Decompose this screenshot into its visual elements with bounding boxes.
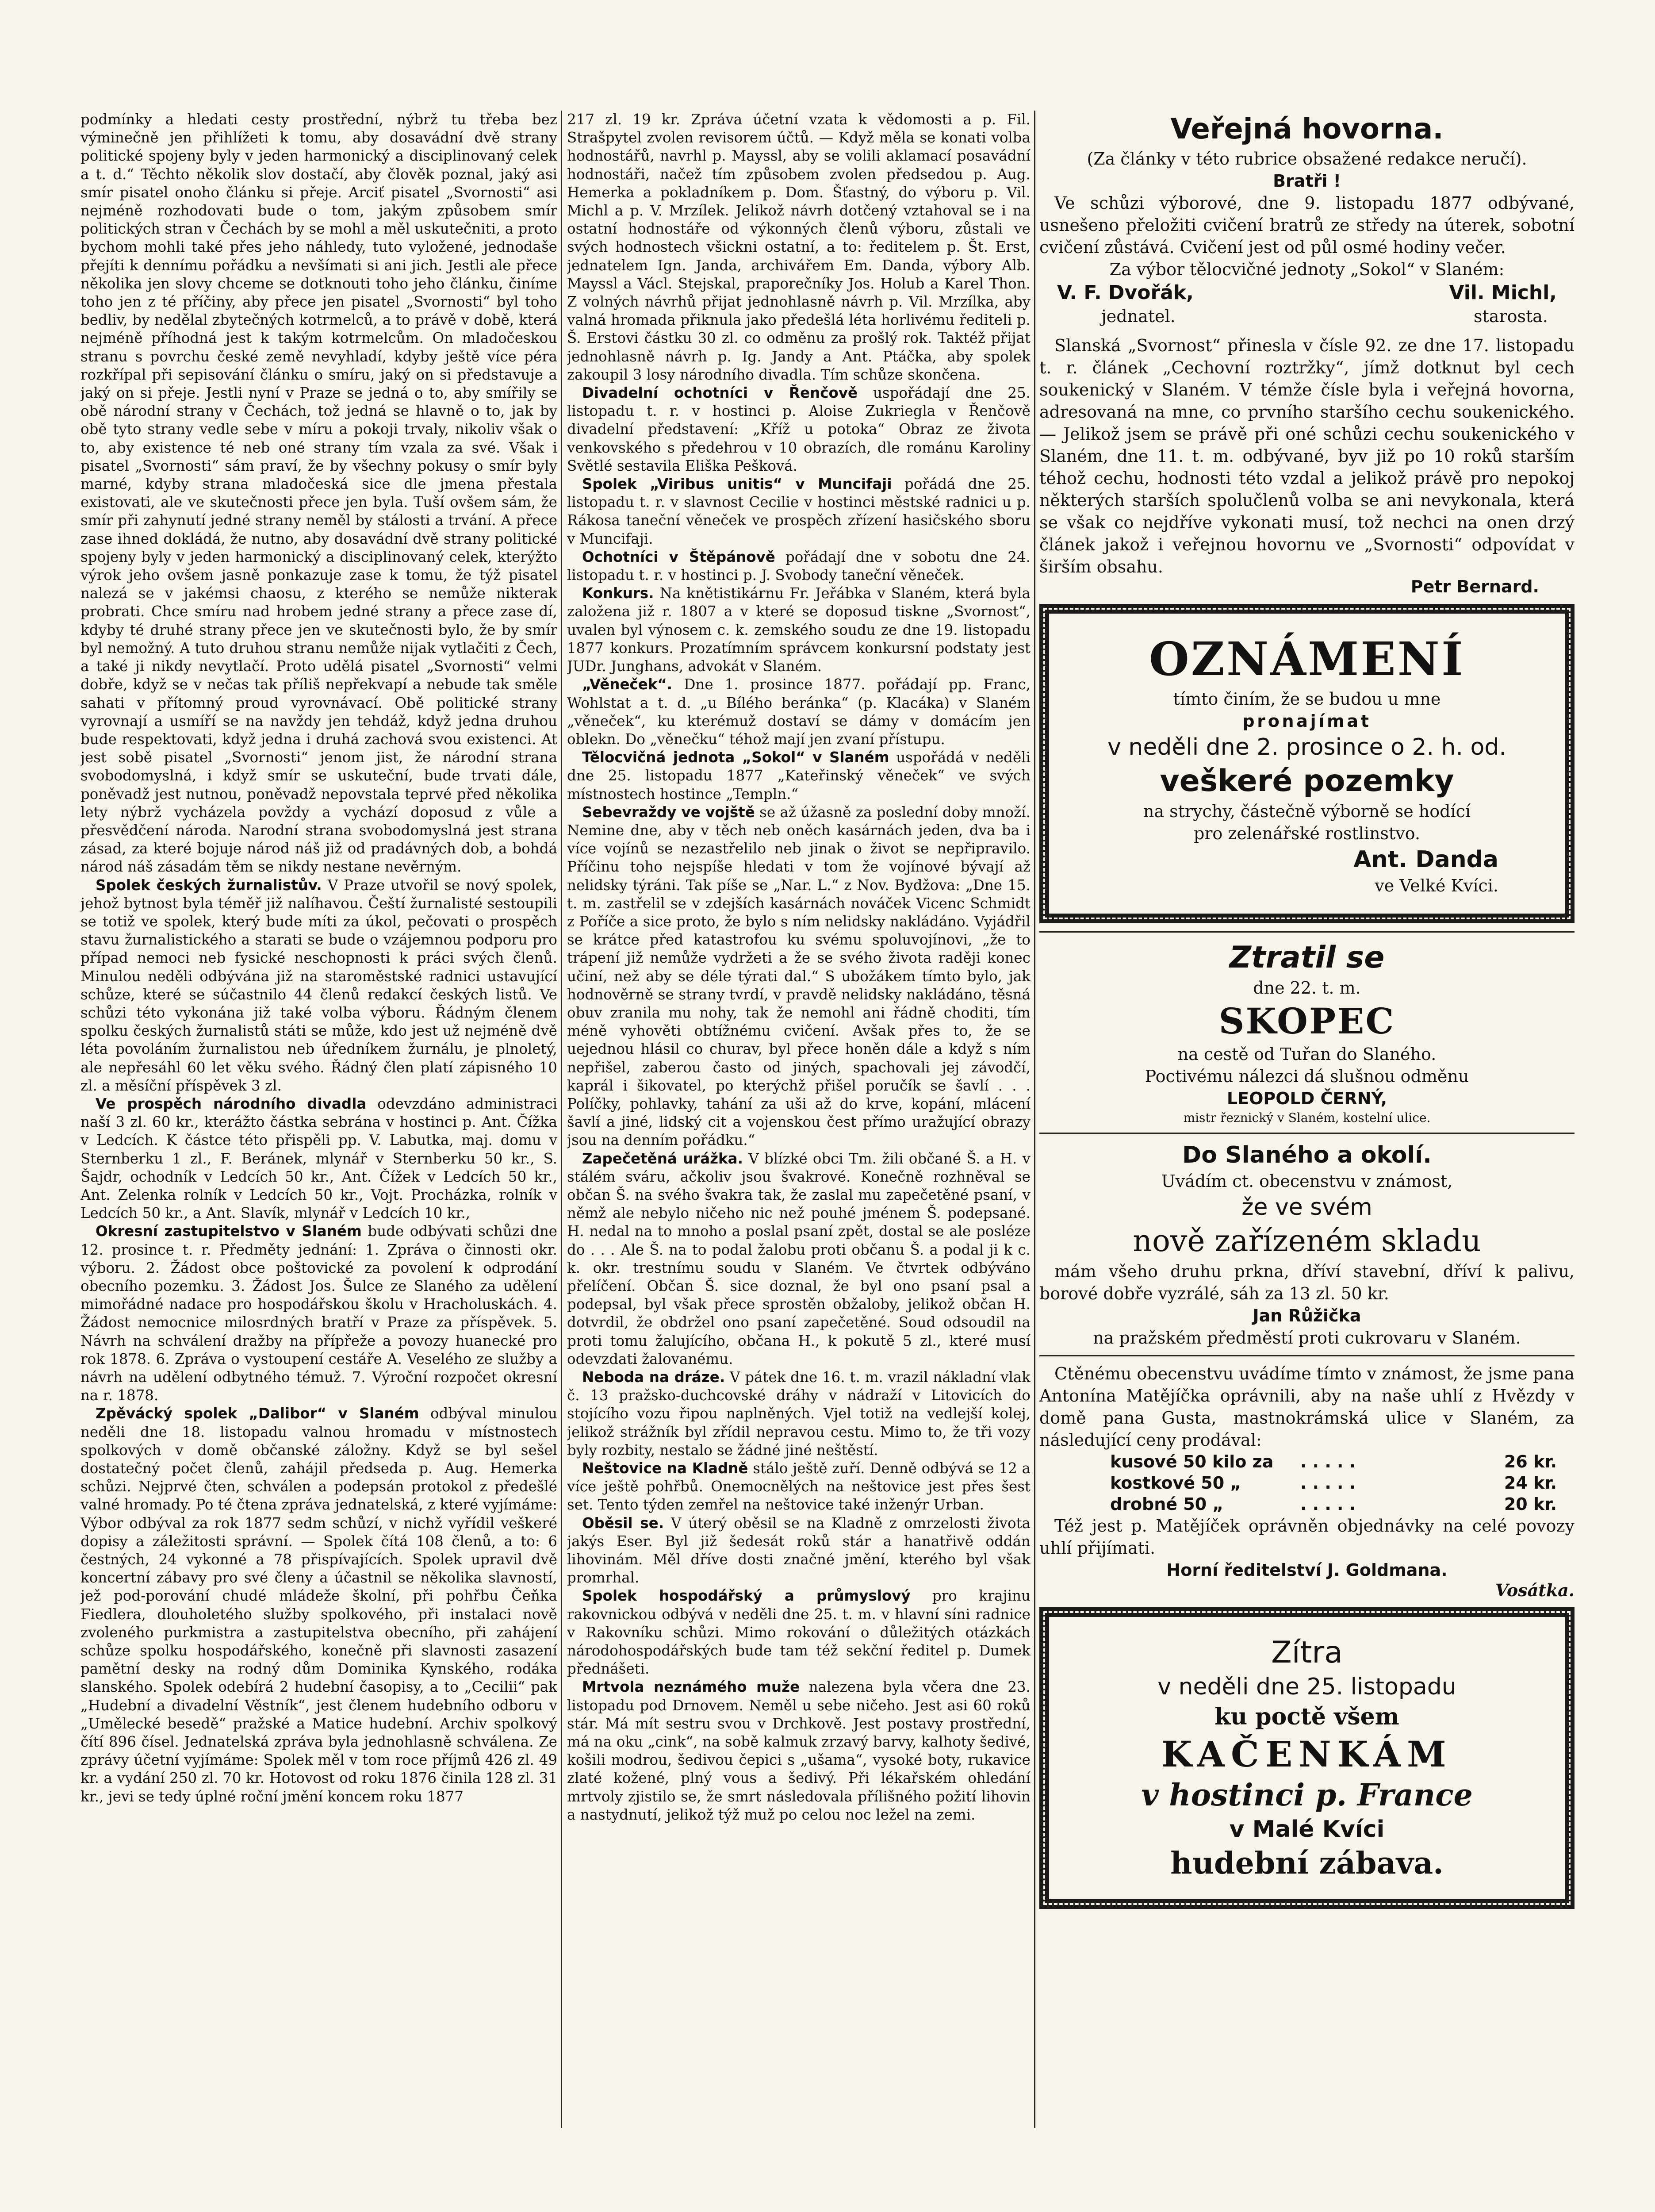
news-item	[567, 1514, 1031, 1587]
bernard-signature: Petr Bernard.	[1410, 577, 1539, 596]
hovorna-salutation: Bratři !	[1273, 171, 1341, 191]
news-heading: Oběsil se.	[582, 1514, 664, 1532]
signature-name: Vil. Michl,	[1449, 281, 1557, 304]
ad-title: Ztratil se	[1229, 940, 1385, 975]
ad-line: na cestě od Tuřan do Slaného.	[1177, 1045, 1437, 1064]
news-item	[567, 1459, 1031, 1514]
ad-line: KAČENKÁM	[1161, 1733, 1453, 1775]
news-heading: Divadelní ochotníci v Řenčově	[582, 384, 858, 402]
signature-role: starosta.	[1474, 307, 1548, 326]
news-item	[567, 803, 1031, 1150]
ad-goldmann	[1039, 1363, 1575, 1599]
news-text: V úterý oběsil se na Kladně z omrzelosti života jakýs Eser. Byl již šedesát roků stár a hanatřivě oddán lihovinám. Měl dříve dosti značné jmění, kterého byl však promrhal.	[567, 1514, 1031, 1586]
news-heading: Sebevraždy ve vojště	[582, 803, 755, 821]
news-heading: Neštovice na Kladně	[582, 1460, 748, 1477]
ad-line: na pražském předměstí proti cukrovaru v Slaném.	[1093, 1328, 1521, 1348]
ad-line: v hostinci p. France	[1141, 1778, 1473, 1813]
hovorna-text: Ve schůzi výborové, dne 9. listopadu 1877 odbývané, usnešeno přeložiti cvičení bratrů ze středy na úterek, sobotní cvičení zůstává. Cvičení jest od půl osmé hodiny večer.	[1039, 193, 1575, 257]
article-smir: podmínky a hledati cesty prostřední, nýbrž tu třeba bez výminečně jen přihlížeti k tomu, aby dosavádní dvě strany politické spojeny byly v jeden harmonický a disciplinovaný celek a t. d.“ Těchto několik slov dostačí, aby člověk poznal, jaký asi smír pisatel onoho článku si přeje. Arciť pisatel „Svornosti“ asi nejméně rozhodovati bude o tom, jakým způsobem smír politických stran v Čechách by se mohl a měl uskutečniti, a proto bychom mohli také přes jeho náhledy, tuto vyložené, jednodaše přejíti k dennímu pořádku a nevšímati si ani jich. Jestli ale přece několika jen slovy chceme se dotknouti toho jeho článku, činíme toho jen z té příčiny, aby přece jen pisatel „Svornosti“ byl toho bedliv, by nedělal zbytečných kotrmelců, a to právě v době, která nejméně příhodná jest k takým kotrmelcům. On mladočeskou stranu s povrchu české země nevyhladí, kdyby ještě více péra rozkřípal při sepisování článku o smíru, jaký on si představuje a jaký on si přeje. Jestli nyní v Praze se jedná o to, aby smířily se obě národní strany v Čechách, tož jedná se hlavně o to, jak by obě tyto strany vedle sebe v míru a pokoji trvaly, nikoliv však o to, aby existence té neb oné strany tím vzala za své. Však i pisatel „Svornosti“ sám praví, že by všechny pokusy o smír byly marné, kdyby strana mladočeská sice dle jmena přestala existovati, ale ve skutečnosti přece jen byla. Tuší ovšem sám, že smír při zahynutí jedné strany neměl by stálosti a trvání. A přece zase ihned dokládá, že nutno, aby dosavádní dvě strany politické spojeny byly v jeden harmonický a disciplinovaný celek, kterýžto výrok jeho ovšem jasně ponkazuje zase k tomu, že týž pisatel nalezá se v jakémsi chaosu, z kterého se nemůže nikterak probrati. Chce smíru nad hrobem jedné strany a přece zase dí, kdyby té druhé strany přece jen ve skutečnosti bylo, že by smír byl nemožný. A tuto druhou stranu nemůže nijak vytlačiti z Čech, a také ji nikdy nevytlačí. Proto udělá pisatel „Svornosti“ velmi dobře, když se v nečas tak příliš nepřekvapí a nebude tak směle sahati v přítomný proud vyrovnávací. Obě politické strany vyrovnají a usmíří se na navždy jen tehdáž, když jedna druhou bude respektovati, když jedna i druhá zachová svou existenci. At jest sobě pisatel „Svornosti“ jenom jist, že národní strana svobodomyslná, i když smír se uskuteční, bude trvati dále, poněvadž jest nutnou, poněvadž nepovstala teprvé před několika lety nýbrž vycházela povždy a vychází doposud z vůle a přesvědčení národa. Narodní strana svobodomyslná jest strana zásad, za které bojuje národ náš již od pradávných dob, a bohdá národ náš zásadám těm se nikdy nestane nevěrným.	[80, 111, 557, 876]
ad-line: v Malé Kvíci	[1229, 1816, 1385, 1843]
news-text: pro krajinu rakovnickou odbývá v neděli dne 25. t. m. v hlavní síni radnice v Rakovníku schůzi. Mimo rokování o důležitých otázkách národohospodářských bude tam též sekční ředitel p. Dumek přednášeti.	[567, 1587, 1031, 1678]
column-left	[80, 111, 557, 2128]
ad-ruzicka	[1039, 1140, 1575, 1349]
news-item	[567, 676, 1031, 749]
news-text: V blízké obci Tm. žili občané Š. a H. v stálém sváru, ačkoliv jsou švakrové. Konečně rozhněval se občan Š. na svého švakra tak, že zaslal mu zapečetěné psaní, v němž ale nebylo ničeho nic než pouhé jménem Š. podepsané. H. nedal na to mnoho a poslal psaní zpět, dostal se ale posléze do . . . Ale Š. na to podal žalobu proti občanu Š. a podal ji k c. k. okr. trestnímu soudu v Slaném. Ve čtvrtek odbýváno přelíčení. Občan Š. sice doznal, že byl ono psaní psal a podepsal, byl však přece sprostěn obžaloby, jelikož občan H. dotvrdil, že obdržel ono psaní zapečetěné. Soud odsoudil na proti tomu žalujícího, občana H., k pokutě 5 zl., které musí odevzdati žalovanému.	[567, 1150, 1031, 1367]
ad-signature: Horní ředitelství J. Goldmana.	[1166, 1560, 1448, 1580]
news-item	[567, 384, 1031, 475]
news-heading: Ve prospěch národního divadla	[96, 1095, 367, 1112]
ad-divider	[1039, 1355, 1575, 1356]
signature-roles	[1039, 305, 1575, 327]
news-heading: Spolek českých žurnalistův.	[96, 876, 322, 894]
news-heading: Zapečetěná urážka.	[582, 1150, 743, 1167]
hovorna-note: (Za články v této rubrice obsažené redakce neručí).	[1087, 149, 1527, 169]
news-heading: Spolek hospodářský a průmyslový	[582, 1587, 911, 1605]
news-text: se až úžasně za poslední doby množí. Nemine dne, aby v těch neb oněch kasárnách jeden, dva ba i více vojínů se nezastřelilo neb jinak o život se nepřipravilo. Příčinu toho nejspíše hledati v tom že vojínové bývají až nelidsky týráni. Tak píše se „Nar. L.“ z Nov. Bydžova: „Dne 15. t. m. zastřelil se v zdejších kasárnách nováček Vicenc Schmidt z Poříče a sice proto, že bylo s ním nelidsky nakládáno. Vyjádřil se krátce před katastrofou ku svému spoluvojínovi, „že to trápení již nemůže vydržeti a že se svého života raději konec učiní, než aby se déle týrati dal.“ S ubožákem tímto bylo, jak hodnověrně se strany tvrdí, v pravdě nelidsky nakládáno, těsná obuv zranila mu nohy, tak že nemohl ani řádně choditi, tím méně vyhověti obtížnému cvičení. Avšak přes to, že se uejednou hlásil co churav, byl přece honěn dále a když s ním nepřišel, zaberou často od jiných, spachovali jej závodčí, kaprál i šikovatel, po kterýchž přišel poručík se šavlí . . . Políčky, pohlavky, tahání za uši až do krve, kopání, mlácení šavlí a jiné, lidský cit a vojenskou čest přímo uražující obrazy jsou na denním pořádku.“	[567, 803, 1031, 1149]
ad-line: v neděli dne 25. listopadu	[1157, 1674, 1456, 1701]
news-heading: Ochotníci v Štěpánově	[582, 548, 775, 565]
signature-role: jednatel.	[1101, 307, 1176, 326]
ad-line: Zítra	[1271, 1635, 1343, 1671]
news-item	[80, 1095, 557, 1222]
ad-line: nově zařízeném skladu	[1133, 1224, 1481, 1259]
signature-name: V. F. Dvořák,	[1057, 281, 1194, 304]
news-item	[567, 475, 1031, 548]
news-item	[80, 1405, 557, 1805]
ad-line: hudební zábava.	[1170, 1846, 1444, 1882]
ad-title: OZNÁMENÍ	[1149, 632, 1465, 687]
ad-line: Poctivému nálezci dá slušnou odměnu	[1145, 1067, 1469, 1087]
news-text: uspořádají dne 25. listopadu t. r. v hostinci p. Aloise Zukriegla v Řenčově divadelní představení: „Kříž u potoka“ Obraz ze života venkovského s předehrou v 10 obrazích, dle románu Karoliny Světlé sestavila Eliška Pešková.	[567, 384, 1031, 474]
news-heading: Neboda na dráze.	[582, 1369, 725, 1386]
news-text: V pátek dne 16. t. m. vrazil nákladní vlak č. 13 pražsko-duchcovské dráhy v nádraží v Litovicích do stojícího vozu řipou naplněných. Vjel totiž na vedlejší kolej, jelikož strážník byl zřídil nepravou cestu. Mimo to, že tři vozy byly rozbity, nestalo se žádné jiné neštěstí.	[567, 1369, 1031, 1459]
price-row: drobné 50 „ . . . . . 20 kr.	[1110, 1494, 1557, 1514]
news-text: nalezena byla včera dne 23. listopadu pod Drnovem. Neměl u sebe ničeho. Jest asi 60 roků stár. Má mít sestru svou v Drchkově. Jest postavy prostřední, má na oku „cink“, na sobě kalmuk zrzavý barvy, kalhoty šedivé, košili modrou, šedivou čepici s „ušama“, vysoké boty, rukavice zlaté kožené, plný vous a šedivý. Při lékařském ohledání mrtvoly zjistilo se, že smrt následovala přílišného požití lihovin a nastydnutí, jelikož týž muž po celou noc ležel na zemi.	[567, 1678, 1031, 1823]
ad-title: Do Slaného a okolí.	[1182, 1142, 1432, 1169]
ad-line: tímto činím, že se budou u mne	[1173, 689, 1441, 709]
ad-ztratil	[1039, 939, 1575, 1126]
ad-line: v neděli dne 2. prosince o 2. h. od.	[1107, 734, 1506, 761]
ad-name: Jan Růžička	[1253, 1306, 1361, 1326]
ad-text: Ctěnému obecenstvu uvádíme tímto v známost, že jsme pana Antonína Matějíčka oprávnili, aby na naše uhlí z Hvězdy v domě pana Gusta, mastnokrámská ulice v Slaném, za následující ceny prodával:	[1039, 1364, 1575, 1450]
ad-place: ve Velké Kvíci.	[1375, 876, 1498, 896]
ad-divider	[1039, 931, 1575, 933]
news-text: odbýval minulou neděli dne 18. listopadu valnou hromadu v místnostech spolkových v domě občanské záložny. Když se byl sešel dostatečný počet členů, zahájil předseda p. Aug. Hemerka schůzi. Nejprvé čten, schválen a podepsán protokol z předešlé valné hromady. Po té čtena zpráva jednatelská, z které vyjímáme: Výbor odbýval za rok 1877 sedm schůzí, v nichž vyřídil veškeré dopisy a záležitosti správní. — Spolek čítá 108 členů, a to: 6 čestných, 24 vykonné a 78 přispívajících. Spolek upravil dvě koncertní zábavy pro své členy a účastnil se několika slavností, jež pod-porování chudé mládeže školní, při pohřbu Čeňka Fiedlera, dlouholetého služby spolkového, při instalaci nově zvoleného purkmistra a zastupitelstva obecního, při zahájení schůze spolku hospodářského, konečně při slavnosti zasazení pamětní desky na rodný dům Dominika Kynského, rodáka slanského. Spolek odebírá 2 hudební časopisy, a to „Cecilii“ pak „Hudební a divadelní Věstník“, jest členem hudebního odboru v „Umělecké besedě“ pražské a Matice hudební. Archiv spolkový čítí 896 čísel. Jednatelská zpráva byla jednohlasně schválena. Ze zprávy účetní vyjímáme: Spolek měl v tom roce příjmů 426 zl. 49 kr. a vydání 250 zl. 70 kr. Hotovost od roku 1876 činila 128 zl. 31 kr., jevi se tedy úplné roční jmění koncem roku 1877	[80, 1405, 557, 1805]
price-value: 20 kr.	[1504, 1494, 1557, 1514]
news-text: pořádá dne 25. listopadu t. r. v slavnost Cecilie v hostinci městské radnici u p. Rákosa taneční věneček ve prospěch zřízení hasičského sboru v Muncifaji.	[567, 476, 1031, 547]
news-heading: „Věneček“.	[582, 676, 673, 693]
news-item	[567, 1587, 1031, 1678]
price-label: drobné 50 „	[1110, 1494, 1224, 1514]
bernard-letter: Slanská „Svornost“ přinesla v čísle 92. ze dne 17. listopadu t. r. článek „Cechovní roztržky“, jímž dotknut byl cech soukenický v Slaném. V témže čísle byla i veřejná hovorna, adresovaná na mne, co prvního staršího cechu soukenického. — Jelikož jsem se právě při oné schůzi cechu soukenického v Slaném, dne 11. t. m. odbývané, byv již po 10 roků starším téhož cechu, hodnosti této vzdal a jelikož právě pro nepokoj některých starších spolučlenů volba se ani nevykonala, která se však co nejdříve vykonati musí, tož nechci na onen drzý článek jakož i veřejnou hovornu ve „Svornosti“ odpovídat v širším obsahu.	[1039, 336, 1575, 576]
ad-line: mám všeho druhu prkna, dříví stavební, dříví k palivu, borové dobře vyzrálé, sáh za 13 zl. 50 kr.	[1039, 1262, 1575, 1304]
news-text: odevzdáno administraci naší 3 zl. 60 kr., kterážto částka sebrána v hostinci p. Ant. Čížka v Ledcích. K částce této přispěli pp. V. Labutka, maj. domu v Sternberku 1 zl., F. Beránek, mlynář v Sternberku 50 kr., S. Šajdr, ochodník v Ledcích 50 kr., Ant. Čížek v Ledcích 50 kr., Ant. Zelenka rolník v Ledcích 50 kr., Vojt. Procházka, rolník v Ledcích 50 kr., a Ant. Slavík, mlynář v Ledcích 10 kr.,	[80, 1095, 557, 1222]
ad-item: SKOPEC	[1218, 1000, 1395, 1042]
news-text: stálo ještě zuří. Denně odbývá se 12 a více ještě pohřbů. Onemocnělých na neštovice jest přes šest set. Tento týden zemřel na neštovice také inženýr Urban.	[567, 1460, 1031, 1513]
ad-line: pro zelenářské rostlinstvo.	[1193, 824, 1421, 844]
ad-place: Vosátka.	[1495, 1580, 1575, 1601]
news-text: bude odbývati schůzi dne 12. prosince t. r. Předměty jednání: 1. Zpráva o činnosti okr. výboru. 2. Žádost obce poštovické za povolení k odprodání obecního pozemku. 3. Žádost Jos. Šulce ze Slaného za udělení mimořádné nadace pro hospodářskou školu v Hracholuskách. 4. Žádost nemocnice milosrdných bratří v Praze za příspěvek. 5. Návrh na schválení dražby na přípřeže a povozy huanecké pro rok 1878. 6. Zpráva o vystoupení cestáře A. Veselého ze služby a návrh na udělení odbytného témuž. 7. Výroční rozpočet okresní na r. 1878.	[80, 1223, 557, 1404]
column-middle	[567, 111, 1031, 2128]
ad-line: veškeré pozemky	[1160, 764, 1454, 799]
news-heading: Zpěvácký spolek „Dalibor“ v Slaném	[96, 1405, 419, 1422]
news-item	[567, 548, 1031, 584]
ad-line: Uvádím ct. obecenstvu v známost,	[1161, 1171, 1453, 1191]
ad-line: ku poctě všem	[1214, 1703, 1399, 1731]
ad-line: na strychy, částečně výborně se hodící	[1143, 802, 1471, 822]
price-row: kusové 50 kilo za . . . . . 26 kr.	[1110, 1452, 1557, 1472]
news-heading: Okresní zastupitelstvo v Slaném	[96, 1223, 362, 1240]
column-rule	[561, 111, 562, 2128]
news-text: Na knětistikárnu Fr. Jeřábka v Slaném, která byla založena již r. 1807 a v které se doposud tiskne „Svornost“, uvalen byl výnosem c. k. zemského soudu ze dne 19. listopadu 1877 konkurs. Prozatímním správcem konkursní podstaty jest JUDr. Junghans, advokát v Slaném.	[567, 585, 1031, 675]
price-value: 26 kr.	[1504, 1452, 1557, 1472]
news-item	[567, 749, 1031, 803]
news-text: Dne 1. prosince 1877. pořádají pp. Franc, Wohlstat a t. d. „u Bílého beránka“ (p. Klacáka) v Slaném „věneček“, ku kterémuž dostaví se dámy v domácím jen oblekn. Do „věnečku“ téhož mají jen zvaní přístupu.	[567, 676, 1031, 748]
ad-address: mistr řeznický v Slaném, kostelní ulice.	[1183, 1110, 1431, 1125]
news-heading: Konkurs.	[582, 585, 654, 602]
news-text: uspořádá v neděli dne 25. listopadu 1877 „Kateřinský věneček“ ve svých místnostech hostince „Templn.“	[567, 749, 1031, 803]
price-label: kusové 50 kilo za	[1110, 1452, 1274, 1472]
ad-kacenky	[1039, 1607, 1575, 1909]
price-row: kostkové 50 „ . . . . . 24 kr.	[1110, 1473, 1557, 1493]
hovorna-committee: Za výbor tělocvičné jednoty „Sokol“ v Slaném:	[1109, 260, 1505, 279]
news-heading: Tělocvičná jednota „Sokol“ v Slaném	[582, 749, 889, 766]
news-heading: Spolek „Viribus unitis“ v Muncifaji	[582, 476, 892, 493]
ad-line: pronajímat	[1242, 711, 1372, 731]
ad-text: Též jest p. Matějíček oprávněn objednávky na celé povozy uhlí přijímati.	[1039, 1516, 1575, 1558]
news-text: V Praze utvořil se nový spolek, jehož bytnost byla téměř již nalíhavou. Čeští žurnalisté sestoupili se totiž ve spolek, který bude míti za úkol, pečovati o prospěch stavu žurnalistického a starati se bude o vzájemnou podporu pro případ nemoci neb fysické neschopnosti k práci svých členů. Minulou neděli odbývána již na staroměstské radnici ustavující schůze, které se súčastnilo 44 členů redakcí českých listů. Ve schůzi této vykonána již také volba výboru. Řádným členem spolku českých žurnalistů státi se může, kdo jest už nejméně dvě léta povoláním žurnalistou neb úředníkem žurnálu, je plnoletý, ale nepřesáhl 60 let věku svého. Řádný člen platí zápisného 10 zl. a měsíční příspěvek 3 zl.	[80, 876, 557, 1094]
ad-signature: Ant. Danda	[1353, 846, 1498, 873]
ad-name: LEOPOLD ČERNÝ,	[1226, 1089, 1387, 1109]
column-right	[1039, 111, 1575, 2128]
signature-row	[1039, 280, 1575, 305]
news-item	[567, 1678, 1031, 1824]
hovorna-title: Veřejná hovorna.	[1170, 113, 1444, 146]
news-item	[80, 876, 557, 1095]
news-item	[80, 1222, 557, 1405]
news-item	[567, 584, 1031, 676]
price-value: 24 kr.	[1504, 1473, 1557, 1493]
news-item	[567, 1368, 1031, 1459]
news-text: pořádají dne v sobotu dne 24. listopadu t. r. v hostinci p. J. Svobody taneční věneček.	[567, 548, 1031, 584]
column-rule	[1034, 111, 1035, 2128]
dalibor-continuation: 217 zl. 19 kr. Zpráva účetní vzata k vědomosti a p. Fil. Strašpytel zvolen revisorem účtů. — Když měla se konati volba hodnostářů, navrhl p. Mayssl, aby se volili aklamací posavádní hodnostáři, načež tím způsobem zvolen předsedou p. Aug. Hemerka a pokladníkem p. Dom. Šťastný, do výboru p. Vil. Michl a p. V. Mrzílek. Jelikož návrh dotčený vztahoval se i na ostatní hodnostáře od výkonných členů výboru, zůstali ve svých hodnostech všickni ostatní, a to: ředitelem p. Št. Erst, jednatelem Ign. Janda, archivářem Em. Danda, výbory Alb. Mayssl a Václ. Stejskal, praporečníky Jos. Holub a Karel Thon. Z volných návrhů přijat jednohlasně návrh p. Vil. Mrzílka, aby valná hromada přiknula jako předešlá léta horlivému řediteli p. Š. Erstovi částku 30 zl. co odměnu za prošlý rok. Taktéž přijat jednohlasně návrh p. Ig. Jandy a Ant. Ptáčka, aby spolek zakoupil 3 losy národního divadla. Tím schůze skončena.	[567, 111, 1031, 383]
news-item	[567, 1150, 1031, 1368]
ad-line: že ve svém	[1241, 1194, 1372, 1221]
ad-line: dne 22. t. m.	[1253, 978, 1361, 998]
news-heading: Mrtvola neznámého muže	[582, 1678, 800, 1696]
ad-oznameni	[1039, 604, 1575, 923]
price-label: kostkové 50 „	[1110, 1473, 1241, 1493]
ad-divider	[1039, 1133, 1575, 1134]
